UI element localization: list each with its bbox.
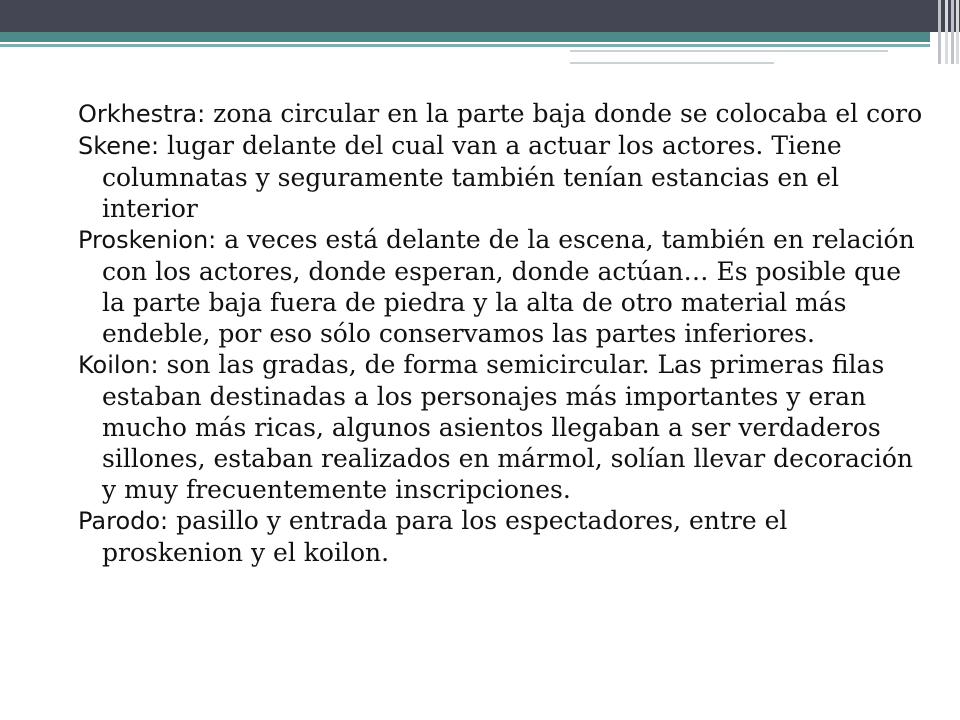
- slide-decor-strip: [956, 0, 959, 64]
- definition-text: pasillo y entrada para los espectadores, entre el proskenion y el koilon.: [102, 506, 788, 567]
- definition-skene: [78, 130, 923, 224]
- term-label: Orkhestra:: [78, 100, 206, 128]
- term-label: Skene:: [78, 132, 160, 160]
- definition-text: zona circular en la parte baja donde se colocaba el coro: [205, 99, 923, 128]
- definition-text: lugar delante del cual van a actuar los actores. Tiene columnatas y seguramente también tenían estancias en el interior: [102, 131, 842, 223]
- slide-decor-line: [570, 50, 888, 52]
- slide-decor-line: [570, 62, 774, 64]
- slide-accent-band: [0, 32, 930, 42]
- definition-text: a veces está delante de la escena, también en relación con los actores, donde esperan, donde actúan… Es posible que la parte baja fuera de piedra y la alta de otro material más endeble, por eso sólo conservamos las partes inferiores.: [102, 225, 915, 348]
- slide-decor-strip: [951, 0, 954, 64]
- term-label: Parodo:: [78, 507, 169, 535]
- definition-text: son las gradas, de forma semicircular. Las primeras filas estaban destinadas a los personajes más importantes y eran mucho más ricas, algunos asientos llegaban a ser verdaderos sillones, estaban realizados en mármol, solían llevar decoración y muy frecuentemente inscripciones.: [102, 350, 914, 504]
- slide-header-bar: [0, 0, 960, 32]
- term-label: Proskenion:: [78, 226, 217, 254]
- slide-accent-line: [0, 44, 930, 47]
- definition-proskenion: [78, 224, 923, 349]
- slide-body: [78, 98, 923, 568]
- definition-orkhestra: [78, 98, 923, 130]
- slide-decor-strip: [945, 0, 948, 64]
- term-label: Koilon:: [78, 351, 159, 379]
- definition-parodo: [78, 505, 923, 568]
- definition-koilon: [78, 349, 923, 505]
- slide-decor-strip: [938, 0, 941, 64]
